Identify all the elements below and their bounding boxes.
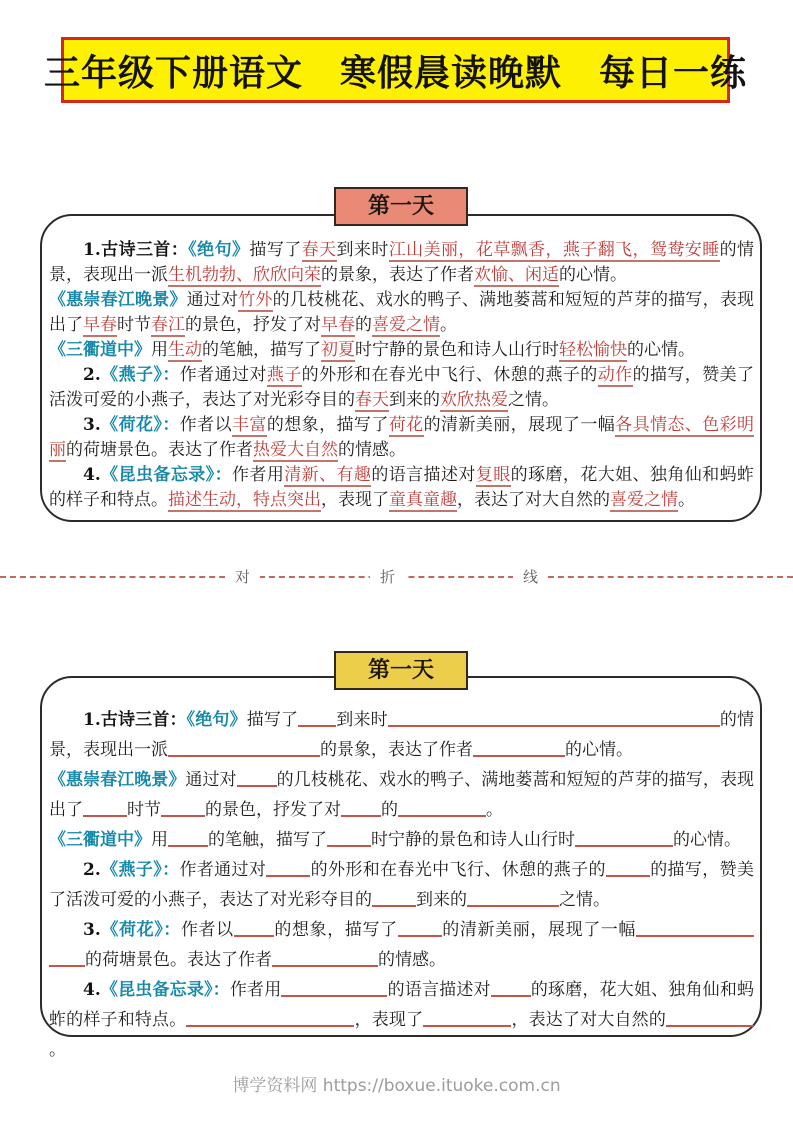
paragraph <box>49 288 754 338</box>
paragraph <box>49 363 754 413</box>
plain-text: 作者以 <box>179 415 232 435</box>
book-title: 《三衢道中》 <box>49 340 151 360</box>
fold-label: 折 <box>370 568 405 586</box>
plain-text: 。 <box>486 800 503 820</box>
plain-text: 的荷塘景色。表达了作者 <box>66 440 253 460</box>
plain-text: 的荷塘景色。表达了作者 <box>85 950 272 970</box>
answer-text: 丰富 <box>232 415 267 435</box>
plain-text: 的想象，描写了 <box>266 415 389 435</box>
page-title: 三年级下册语文 寒假晨读晚默 每日一练 <box>61 37 730 103</box>
book-title: 《荷花》： <box>100 415 180 435</box>
answer-text: 欢欣热爱 <box>440 390 508 410</box>
footer-watermark: 博学资料网 https://boxue.ituoke.com.cn <box>232 1076 561 1096</box>
answer-text: 轻松愉快 <box>559 340 627 360</box>
paragraph <box>49 338 754 363</box>
item-number: 1.古诗三首： <box>83 240 189 260</box>
section-paragraphs <box>49 705 754 1065</box>
plain-text: 的 <box>355 315 372 335</box>
blank-line <box>473 741 565 757</box>
blank-practice-section <box>40 657 762 1060</box>
plain-text: 通过对 <box>186 290 239 310</box>
blank-line <box>467 891 559 907</box>
plain-text: 的心情。 <box>627 340 695 360</box>
answer-text: 童真童趣 <box>389 490 457 510</box>
plain-text: 的语言描述对 <box>387 980 491 1000</box>
plain-text: 的笔触，描写了 <box>202 340 321 360</box>
plain-text: 之情。 <box>559 890 610 910</box>
plain-text: 的几枝桃花、戏水的鸭子、满地蒌蒿和短短的芦芽的描写，表现出了 <box>49 290 755 335</box>
answer-text: 喜爱之情 <box>610 490 678 510</box>
plain-text: 的景色，抒发了对 <box>205 800 341 820</box>
answer-text: 春天 <box>301 240 337 260</box>
item-number: 4. <box>83 465 101 485</box>
plain-text: 时宁静的景色和诗人山行时 <box>371 830 575 850</box>
item-number: 2. <box>83 860 101 880</box>
plain-text: 的描写，赞美了活泼可爱的小燕子，表达了对光彩夺目的 <box>49 860 755 910</box>
blank-line <box>341 801 381 817</box>
plain-text: 的心情。 <box>673 830 741 850</box>
blank-line <box>388 711 720 727</box>
answer-text: 复眼 <box>475 465 511 485</box>
blank-line <box>186 1011 354 1027</box>
plain-text: 作者用 <box>229 980 282 1000</box>
answer-section <box>40 193 762 522</box>
answer-text: 初夏 <box>321 340 355 360</box>
paragraph <box>49 975 754 1065</box>
book-title: 《昆虫备忘录》： <box>100 980 230 1000</box>
blank-line <box>83 801 127 817</box>
blank-line <box>237 771 277 787</box>
plain-text: 的景色，抒发了对 <box>185 315 321 335</box>
answer-text: 动作 <box>597 365 633 385</box>
blank-line <box>372 891 416 907</box>
book-title: 《三衢道中》 <box>49 830 151 850</box>
plain-text: 的清新美丽，展现了一幅 <box>423 415 616 435</box>
answer-text: 竹外 <box>238 290 273 310</box>
blank-line <box>161 801 205 817</box>
blank-line <box>281 981 387 997</box>
plain-text: ，表现了 <box>354 1010 424 1030</box>
plain-text: 时节 <box>127 800 161 820</box>
plain-text: 的情景，表现出一派 <box>49 710 755 760</box>
plain-text: 的外形和在春光中飞行、休憩的燕子的 <box>310 860 606 880</box>
paragraph <box>49 463 754 513</box>
plain-text: 用 <box>151 830 168 850</box>
book-title: 《燕子》： <box>100 365 180 385</box>
book-title: 《燕子》： <box>100 860 180 880</box>
plain-text: 的情景，表现出一派 <box>49 240 755 285</box>
plain-text: 的清新美丽，展现了一幅 <box>441 920 637 940</box>
plain-text: 到来的 <box>389 390 440 410</box>
plain-text: 的景象，表达了作者 <box>321 265 474 285</box>
plain-text: 的几枝桃花、戏水的鸭子、满地蒌蒿和短短的芦芽的描写，表现出了 <box>49 770 755 820</box>
paragraph <box>49 915 754 975</box>
blank-line <box>575 831 673 847</box>
answer-text: 欢愉、闲适 <box>474 265 559 285</box>
plain-text: 到来时 <box>336 710 388 730</box>
blank-line <box>423 1011 511 1027</box>
answer-text: 描述生动，特点突出 <box>168 490 321 510</box>
plain-text: 时节 <box>117 315 151 335</box>
answer-text: 春江 <box>151 315 185 335</box>
item-number: 1.古诗三首： <box>83 710 187 730</box>
answer-text: 荷花 <box>388 415 424 435</box>
plain-text: 的景象，表达了作者 <box>320 740 473 760</box>
plain-text: 的描写，赞美了活泼可爱的小燕子，表达了对光彩夺目的 <box>49 365 755 410</box>
plain-text: 的外形和在春光中飞行、休憩的燕子的 <box>301 365 598 385</box>
plain-text: 之情。 <box>508 390 559 410</box>
paragraph <box>49 765 754 825</box>
plain-text: 描写了 <box>246 710 299 730</box>
plain-text: 的 <box>381 800 398 820</box>
plain-text: 的笔触，描写了 <box>208 830 327 850</box>
plain-text: 时宁静的景色和诗人山行时 <box>355 340 559 360</box>
answer-text: 喜爱之情 <box>372 315 440 335</box>
paragraph <box>49 855 754 915</box>
blank-line <box>666 1011 754 1027</box>
book-title: 《昆虫备忘录》： <box>100 465 232 485</box>
plain-text: 的心情。 <box>559 265 627 285</box>
fold-line <box>0 566 793 588</box>
blank-line <box>327 831 371 847</box>
blank-line <box>636 921 754 937</box>
item-number: 3. <box>83 920 101 940</box>
answer-text: 生动 <box>168 340 202 360</box>
plain-text: ，表达了对大自然的 <box>457 490 610 510</box>
fold-label: 线 <box>513 568 548 586</box>
paragraph <box>49 825 754 855</box>
blank-line <box>491 981 531 997</box>
paragraph <box>49 413 754 463</box>
paragraph <box>49 705 754 765</box>
plain-text: 用 <box>151 340 168 360</box>
plain-text: 作者通过对 <box>179 365 267 385</box>
section-paragraphs <box>49 238 754 513</box>
plain-text: 的情感。 <box>338 440 406 460</box>
answer-text: 生机勃勃、欣欣向荣 <box>168 265 321 285</box>
blank-line <box>272 951 378 967</box>
answer-text: 早春 <box>83 315 117 335</box>
plain-text: 到来时 <box>336 240 389 260</box>
plain-text: 作者通过对 <box>179 860 267 880</box>
blank-line <box>298 711 336 727</box>
day-badge: 第一天 <box>334 187 468 226</box>
book-title: 《绝句》 <box>186 710 247 730</box>
answer-text: 清新、有趣 <box>284 465 372 485</box>
book-title: 《惠崇春江晚景》 <box>49 770 186 790</box>
plain-text: 通过对 <box>185 770 237 790</box>
blank-line <box>398 801 486 817</box>
plain-text: 的情感。 <box>378 950 446 970</box>
item-number: 2. <box>83 365 101 385</box>
paragraph <box>49 238 754 288</box>
answer-text: 燕子 <box>266 365 302 385</box>
blank-line <box>168 741 320 757</box>
blank-line <box>398 921 442 937</box>
plain-text: 。 <box>678 490 695 510</box>
day-badge: 第一天 <box>334 651 468 690</box>
plain-text: 的琢磨，花大姐、独角仙和蚂蚱的样子和特点。 <box>49 980 755 1030</box>
blank-line <box>168 831 208 847</box>
book-title: 《惠崇春江晚景》 <box>49 290 187 310</box>
blank-line <box>266 861 310 877</box>
answer-text: 早春 <box>321 315 355 335</box>
answer-text: 各具情态、色彩明丽 <box>49 415 755 460</box>
answer-text: 春天 <box>355 390 389 410</box>
book-title: 《荷花》： <box>100 920 181 940</box>
plain-text: 。 <box>49 1040 66 1060</box>
answer-text: 热爱大自然 <box>253 440 338 460</box>
plain-text: 的琢磨，花大姐、独角仙和蚂蚱的样子和特点。 <box>49 465 755 510</box>
answer-text: 江山美丽，花草飘香，燕子翻飞，鸳鸯安睡 <box>388 240 720 260</box>
blank-line <box>606 861 650 877</box>
item-number: 4. <box>83 980 101 1000</box>
plain-text: 描写了 <box>249 240 302 260</box>
plain-text: 作者用 <box>231 465 285 485</box>
plain-text: 作者以 <box>180 920 234 940</box>
plain-text: ，表达了对大自然的 <box>511 1010 667 1030</box>
fold-label: 对 <box>225 568 260 586</box>
plain-text: ，表现了 <box>321 490 389 510</box>
book-title: 《绝句》 <box>188 240 250 260</box>
item-number: 3. <box>83 415 101 435</box>
blank-line <box>49 951 85 967</box>
plain-text: 的心情。 <box>565 740 633 760</box>
blank-line <box>234 921 274 937</box>
plain-text: 。 <box>440 315 457 335</box>
plain-text: 到来的 <box>416 890 467 910</box>
plain-text: 的语言描述对 <box>371 465 476 485</box>
plain-text: 的想象，描写了 <box>273 920 398 940</box>
